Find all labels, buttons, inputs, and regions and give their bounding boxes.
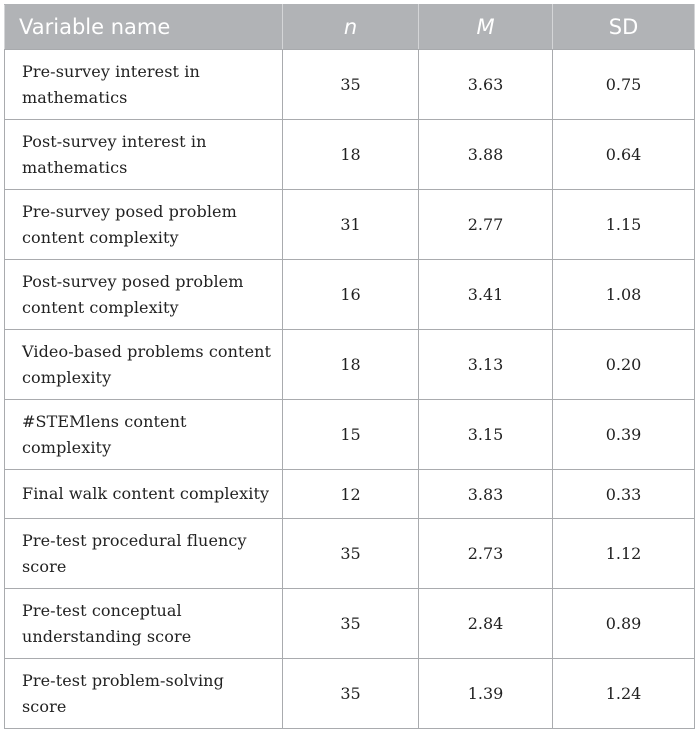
table-row <box>5 260 695 330</box>
n-cell: 18 <box>283 120 419 190</box>
sd-cell: 1.15 <box>553 190 695 260</box>
header-n: n <box>283 5 419 50</box>
sd-cell: 1.12 <box>553 519 695 589</box>
n-cell: 18 <box>283 330 419 400</box>
header-row <box>5 5 695 50</box>
mean-cell: 2.73 <box>419 519 553 589</box>
sd-cell: 0.75 <box>553 50 695 120</box>
variable-name-cell: Pre-survey interest in mathematics <box>5 50 283 120</box>
mean-cell: 3.13 <box>419 330 553 400</box>
table-row <box>5 659 695 729</box>
n-cell: 35 <box>283 659 419 729</box>
n-cell: 31 <box>283 190 419 260</box>
table-body <box>5 50 695 729</box>
table-row <box>5 519 695 589</box>
variable-name-cell: Final walk content complexity <box>5 470 283 519</box>
table-row <box>5 190 695 260</box>
variable-name-cell: Pre-test conceptual understanding score <box>5 589 283 659</box>
table-header <box>5 5 695 50</box>
sd-cell: 0.33 <box>553 470 695 519</box>
mean-cell: 3.83 <box>419 470 553 519</box>
sd-cell: 0.64 <box>553 120 695 190</box>
mean-cell: 3.15 <box>419 400 553 470</box>
mean-cell: 3.41 <box>419 260 553 330</box>
n-cell: 35 <box>283 519 419 589</box>
n-cell: 16 <box>283 260 419 330</box>
mean-cell: 3.63 <box>419 50 553 120</box>
variable-name-cell: Video-based problems content complexity <box>5 330 283 400</box>
table-row <box>5 120 695 190</box>
mean-cell: 3.88 <box>419 120 553 190</box>
n-cell: 12 <box>283 470 419 519</box>
table-row <box>5 330 695 400</box>
sd-cell: 1.08 <box>553 260 695 330</box>
variable-name-cell: Post-survey posed problem content complexity <box>5 260 283 330</box>
sd-cell: 0.89 <box>553 589 695 659</box>
header-mean: M <box>419 5 553 50</box>
sd-cell: 0.39 <box>553 400 695 470</box>
table-row <box>5 589 695 659</box>
variable-name-cell: #STEMlens content complexity <box>5 400 283 470</box>
sd-cell: 1.24 <box>553 659 695 729</box>
descriptive-statistics-table <box>4 4 695 729</box>
n-cell: 35 <box>283 50 419 120</box>
table-row <box>5 50 695 120</box>
n-cell: 15 <box>283 400 419 470</box>
header-sd: SD <box>553 5 695 50</box>
mean-cell: 2.77 <box>419 190 553 260</box>
table-row <box>5 470 695 519</box>
n-cell: 35 <box>283 589 419 659</box>
mean-cell: 1.39 <box>419 659 553 729</box>
descriptive-statistics-table-container <box>4 4 694 729</box>
mean-cell: 2.84 <box>419 589 553 659</box>
variable-name-cell: Pre-test procedural fluency score <box>5 519 283 589</box>
sd-cell: 0.20 <box>553 330 695 400</box>
table-row <box>5 400 695 470</box>
variable-name-cell: Post-survey interest in mathematics <box>5 120 283 190</box>
variable-name-cell: Pre-test problem-solving score <box>5 659 283 729</box>
variable-name-cell: Pre-survey posed problem content complexity <box>5 190 283 260</box>
header-variable-name: Variable name <box>5 5 283 50</box>
